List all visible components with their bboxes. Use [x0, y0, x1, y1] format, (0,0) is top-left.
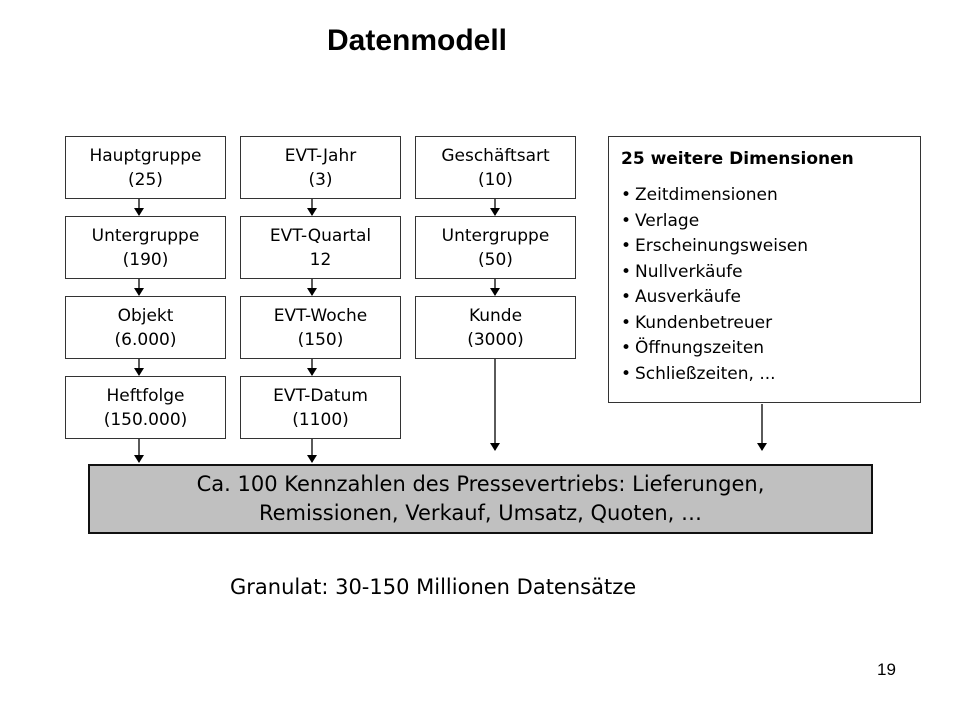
- box-untergruppe-produkt: [65, 216, 226, 279]
- dimension-item: [621, 260, 920, 286]
- bullet-icon: •: [621, 338, 632, 358]
- bullet-icon: •: [621, 236, 632, 256]
- page-number: 19: [877, 660, 896, 679]
- box-label: Untergruppe: [441, 225, 550, 246]
- box-untergruppe-kunde: [415, 216, 576, 279]
- dimensions-title: 25 weitere Dimensionen: [621, 149, 854, 169]
- box-count: (50): [478, 249, 513, 270]
- bullet-icon: •: [621, 312, 632, 333]
- box-count: (3): [308, 169, 333, 190]
- dimension-item: [621, 234, 920, 260]
- box-count: (6.000): [114, 329, 177, 350]
- box-count: (25): [128, 169, 163, 190]
- box-label: Hauptgruppe: [89, 145, 202, 166]
- dimension-label: Schließzeiten, ...: [635, 363, 776, 384]
- box-objekt: [65, 296, 226, 359]
- box-count: (10): [478, 169, 513, 190]
- box-count: (190): [122, 249, 169, 270]
- bullet-icon: •: [621, 185, 632, 205]
- box-label: EVT-Woche: [273, 305, 368, 326]
- box-count: (1100): [292, 409, 349, 430]
- fact-line-1: Ca. 100 Kennzahlen des Pressevertriebs: Lieferungen,: [196, 472, 765, 496]
- granularity-note: Granulat: 30-150 Millionen Datensätze: [230, 575, 637, 599]
- box-label: Kunde: [468, 305, 523, 326]
- dimension-item: [621, 285, 920, 311]
- dimension-label: Verlage: [635, 210, 700, 231]
- box-count: 12: [309, 249, 332, 270]
- fact-line-2: Remissionen, Verkauf, Umsatz, Quoten, …: [258, 501, 703, 525]
- bullet-icon: •: [621, 261, 632, 282]
- box-count: (150): [297, 329, 344, 350]
- bullet-icon: •: [621, 363, 632, 384]
- dimension-label: Zeitdimensionen: [635, 185, 778, 205]
- bullet-icon: •: [621, 210, 632, 231]
- dimensions-list: [621, 183, 920, 387]
- dimension-item: [621, 311, 920, 337]
- box-evt-datum: [240, 376, 401, 439]
- box-label: Geschäftsart: [441, 145, 550, 166]
- box-label: EVT-Jahr: [284, 145, 357, 166]
- box-label: EVT-Quartal: [269, 225, 372, 246]
- box-evt-quartal: [240, 216, 401, 279]
- box-heftfolge: [65, 376, 226, 439]
- box-evt-woche: [240, 296, 401, 359]
- box-hauptgruppe: [65, 136, 226, 199]
- dimension-label: Erscheinungsweisen: [635, 236, 809, 256]
- page-title: Datenmodell: [326, 24, 508, 57]
- dimension-label: Ausverkäufe: [635, 287, 741, 307]
- box-geschaeftsart: [415, 136, 576, 199]
- further-dimensions-box: [608, 136, 921, 403]
- box-label: Heftfolge: [106, 385, 185, 406]
- dimension-label: Nullverkäufe: [635, 261, 743, 282]
- box-count: (150.000): [103, 409, 188, 430]
- box-count: (3000): [467, 329, 524, 350]
- fact-box-kennzahlen: [88, 464, 873, 534]
- dimension-label: Kundenbetreuer: [635, 312, 773, 333]
- dimension-item: [621, 362, 920, 388]
- dimension-label: Öffnungszeiten: [635, 338, 765, 358]
- box-evt-jahr: [240, 136, 401, 199]
- dimension-item: [621, 336, 920, 362]
- dimension-item: [621, 183, 920, 209]
- box-label: Untergruppe: [91, 225, 200, 246]
- bullet-icon: •: [621, 287, 632, 307]
- dimension-item: [621, 209, 920, 235]
- box-kunde: [415, 296, 576, 359]
- box-label: EVT-Datum: [273, 385, 368, 406]
- box-label: Objekt: [117, 305, 174, 326]
